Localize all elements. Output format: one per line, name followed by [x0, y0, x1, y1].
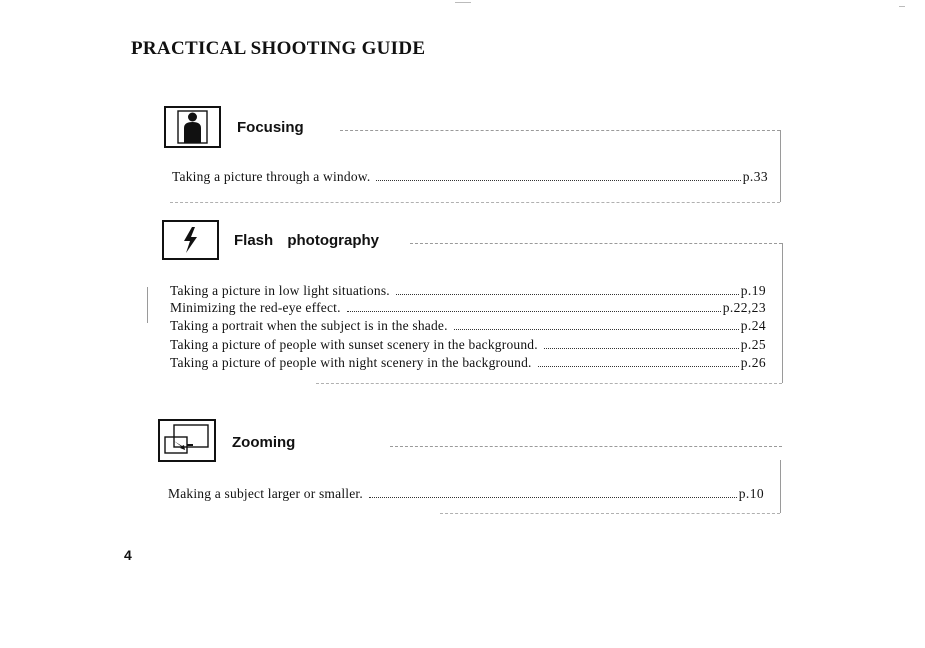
entry-page-ref: p.22,23 [722, 300, 766, 315]
frame-divider [782, 243, 783, 383]
frame-divider [390, 446, 782, 447]
page-title: PRACTICAL SHOOTING GUIDE [131, 38, 426, 59]
dot-leader [538, 366, 739, 367]
frame-divider [780, 130, 781, 202]
frame-divider [170, 202, 780, 203]
section-heading: Focusing [237, 119, 304, 136]
entry-text: Taking a picture through a window. [172, 169, 371, 184]
entry-page-ref: p.24 [740, 318, 766, 333]
dot-leader [376, 180, 740, 181]
entry-page-ref: p.10 [738, 486, 764, 501]
frame-divider [340, 130, 780, 131]
flash-bolt-icon [162, 220, 219, 260]
frame-divider [780, 460, 781, 513]
entry-text: Taking a portrait when the subject is in the shade. [170, 318, 448, 333]
scan-mark [455, 2, 471, 3]
section-heading: Zooming [232, 434, 296, 451]
scan-mark [899, 6, 905, 7]
page-number: 4 [124, 547, 132, 563]
entry-text: Minimizing the red-eye effect. [170, 300, 341, 315]
entry-page-ref: p.33 [742, 169, 768, 184]
guide-entry [170, 355, 766, 371]
guide-entry [170, 300, 766, 316]
dot-leader [396, 294, 739, 295]
guide-entry [170, 318, 766, 334]
guide-entry [172, 169, 768, 185]
entry-page-ref: p.26 [740, 355, 766, 370]
guide-entry [168, 486, 764, 502]
frame-divider [147, 287, 148, 323]
entry-text: Making a subject larger or smaller. [168, 486, 363, 501]
entry-page-ref: p.19 [740, 283, 766, 298]
section-heading: Flash photography [234, 232, 379, 249]
entry-text: Taking a picture in low light situations. [170, 283, 390, 298]
dot-leader [544, 348, 739, 349]
frame-divider [410, 243, 782, 244]
person-silhouette-icon [164, 106, 221, 148]
guide-entry [170, 337, 766, 353]
dot-leader [347, 311, 721, 312]
frame-divider [440, 513, 780, 514]
frame-divider [316, 383, 782, 384]
entry-text: Taking a picture of people with night scenery in the background. [170, 355, 532, 370]
entry-text: Taking a picture of people with sunset scenery in the background. [170, 337, 538, 352]
dot-leader [369, 497, 737, 498]
dot-leader [454, 329, 739, 330]
zoom-frames-icon [158, 419, 216, 462]
guide-entry [170, 283, 766, 299]
entry-page-ref: p.25 [740, 337, 766, 352]
